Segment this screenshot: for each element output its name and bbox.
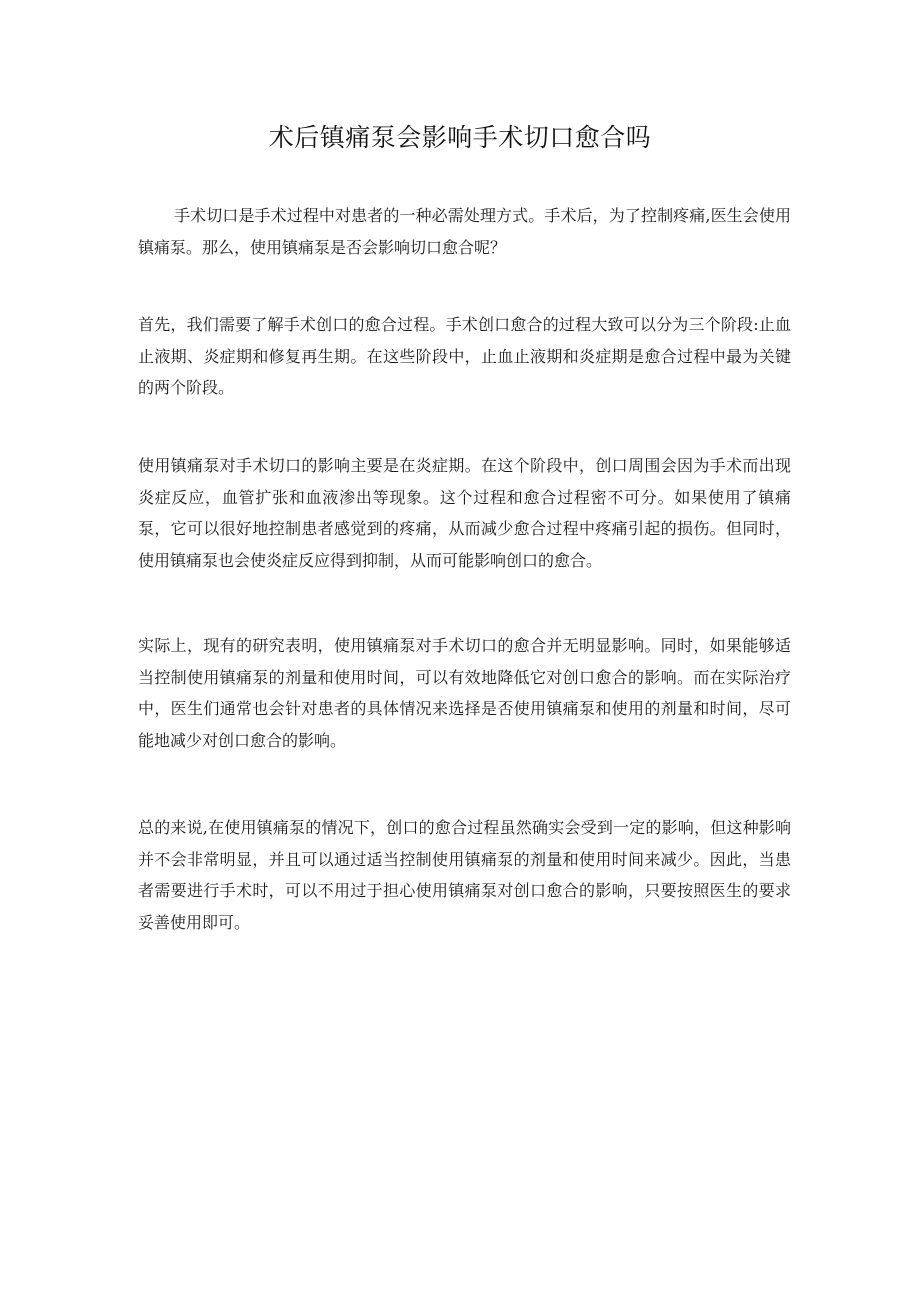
- document-title: 术后镇痛泵会影响手术切口愈合吗: [268, 123, 652, 152]
- paragraph-inflammation-effect: 使用镇痛泵对手术切口的影响主要是在炎症期。在这个阶段中，创口周围会因为手术而出现炎症反应，血管扩张和血液渗出等现象。这个过程和愈合过程密不可分。如果使用了镇痛泵，它可以很好地控制患者感觉到的疼痛，从而减少愈合过程中疼痛引起的损伤。但同时，使用镇痛泵也会使炎症反应得到抑制，从而可能影响创口的愈合。: [138, 456, 791, 570]
- paragraph-healing-stages: 首先，我们需要了解手术创口的愈合过程。手术创口愈合的过程大致可以分为三个阶段:止血止液期、炎症期和修复再生期。在这些阶段中，止血止液期和炎症期是愈合过程中最为关键的两个阶段。: [138, 315, 791, 397]
- paragraph-conclusion: 总的来说,在使用镇痛泵的情况下，创口的愈合过程虽然确实会受到一定的影响，但这种影响并不会非常明显，并且可以通过适当控制使用镇痛泵的剂量和使用时间来减少。因此，当患者需要进行手术时，可以不用过于担心使用镇痛泵对创口愈合的影响，只要按照医生的要求妥善使用即可。: [138, 818, 791, 932]
- paragraph-intro: 手术切口是手术过程中对患者的一种必需处理方式。手术后，为了控制疼痛,医生会使用镇痛泵。那么，使用镇痛泵是否会影响切口愈合呢？: [138, 206, 791, 257]
- paragraph-research-findings: 实际上，现有的研究表明，使用镇痛泵对手术切口的愈合并无明显影响。同时，如果能够适当控制使用镇痛泵的剂量和使用时间，可以有效地降低它对创口愈合的影响。而在实际治疗中，医生们通常也会针对患者的具体情况来选择是否使用镇痛泵和使用的剂量和时间，尽可能地减少对创口愈合的影响。: [138, 636, 791, 750]
